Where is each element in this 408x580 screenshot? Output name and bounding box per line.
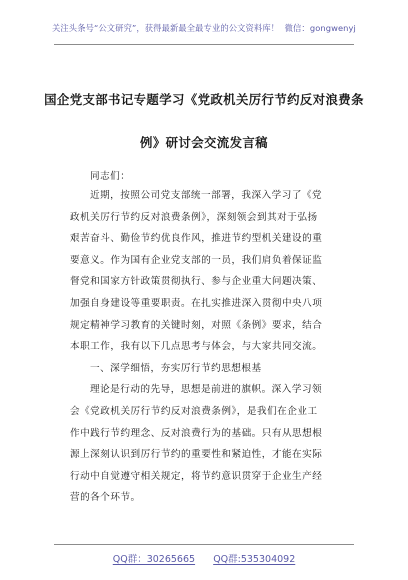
body-line: 源上深刻认识到厉行节约的重要性和紧迫性，才能在实际 [70, 449, 323, 461]
body-line: 政机关厉行节约反对浪费条例》，深刻领会到其对于弘扬 [70, 211, 318, 223]
section-heading: 一、深学细悟，夯实厉行节约思想根基 [90, 362, 262, 374]
body-line: 本职工作，我有以下几点思考与体会，与大家共同交流。 [70, 341, 323, 353]
footer [0, 551, 408, 565]
header-wechat-label: 微信： [284, 23, 310, 33]
body-line: 会《党政机关厉行节约反对浪费条例》，是我们在企业工 [70, 405, 318, 417]
body-line: 作中践行节约理念、反对浪费行为的基础。只有从思想根 [70, 427, 323, 439]
header-divider [54, 44, 354, 45]
footer-qq-group-1[interactable]: QQ群：30265665 [112, 554, 196, 565]
header-wechat-id: gongwenyj [309, 23, 356, 33]
document-title-line-1: 国企党支部书记专题学习《党政机关厉行节约反对浪费条 [44, 92, 364, 107]
footer-divider [54, 544, 354, 545]
body-line: 近期，按照公司党支部统一部署，我深入学习了《党 [90, 190, 323, 201]
body-line: 规定精神学习教育的关键时刻，对照《条例》要求，结合 [70, 319, 323, 331]
body-line: 行动中自觉遵守相关规定，将节约意识贯穿于企业生产经 [70, 470, 323, 482]
greeting: 同志们： [90, 171, 131, 182]
document-title-line-2: 例》研讨会交流发言稿 [140, 135, 268, 150]
body-line: 加强自身建设等重要职责。在扎实推进深入贯彻中央八项 [70, 297, 323, 309]
footer-qq-group-2[interactable]: QQ群:535304092 [213, 554, 296, 565]
header-promo-text: 关注头条号“公文研究”，获得最新最全最专业的公文资料库！ [52, 23, 280, 33]
body-line: 督党和国家方针政策贯彻执行、参与企业重大问题决策、 [70, 276, 323, 288]
body-text [70, 185, 340, 509]
body-line: 理论是行动的先导，思想是前进的旗帜。深入学习领 [90, 384, 323, 396]
body-line: 营的各个环节。 [70, 492, 141, 504]
header-banner [0, 22, 408, 34]
body-line: 艰苦奋斗、勤俭节约优良作风，推进节约型机关建设的重 [70, 233, 323, 245]
body-line: 要意义。作为国有企业党支部的一员，我们肩负着保证监 [70, 254, 323, 266]
